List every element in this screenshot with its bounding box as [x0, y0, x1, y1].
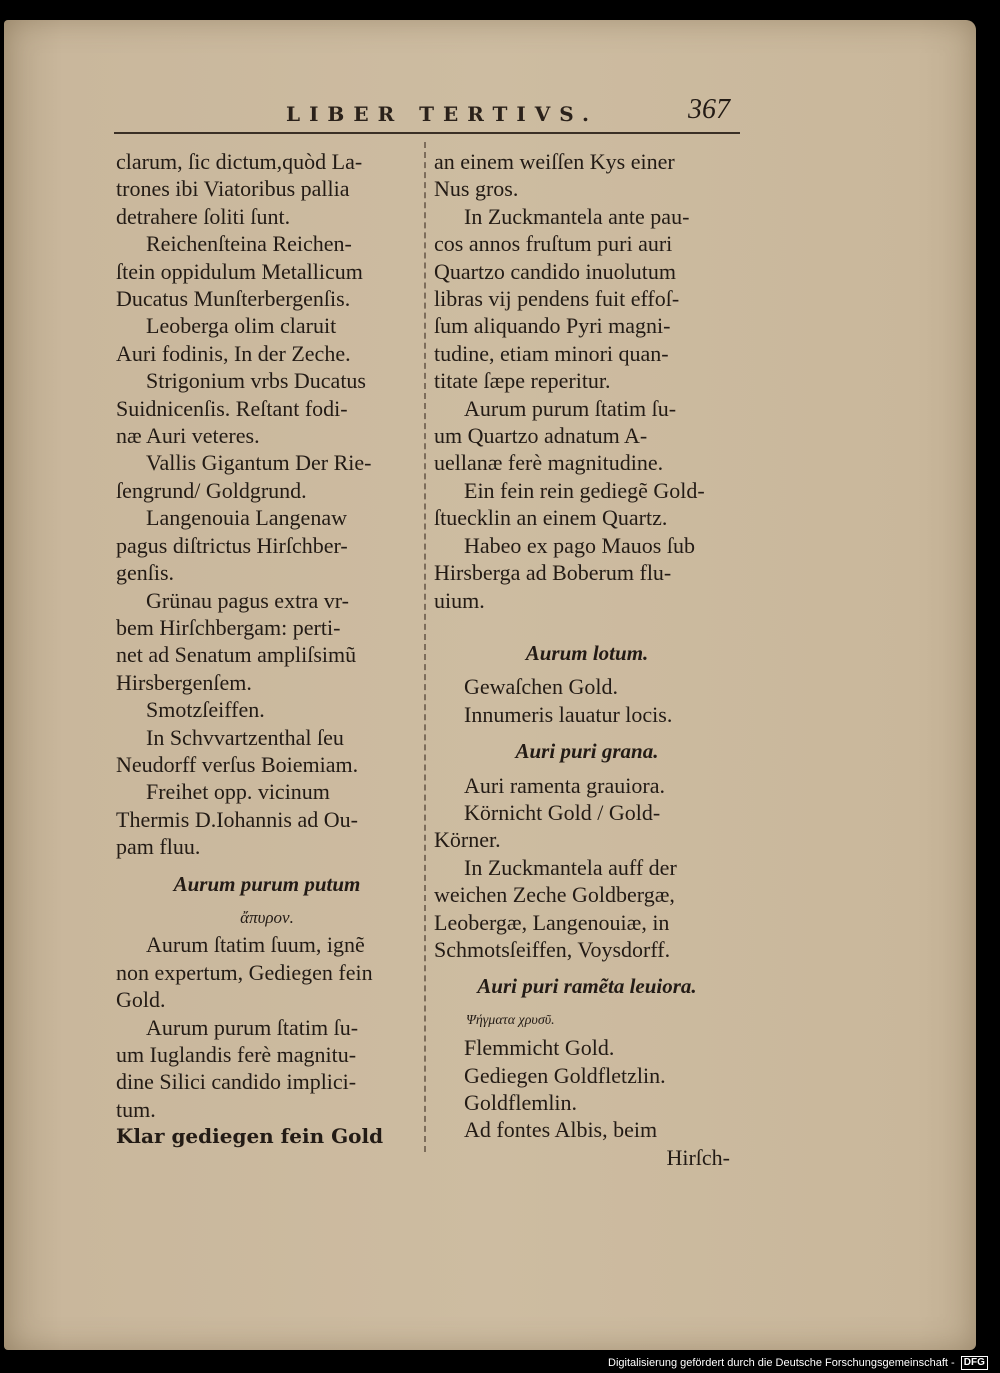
text-line: net ad Senatum ampliſsimũ	[116, 642, 357, 668]
column-divider	[424, 142, 426, 1152]
text-line: ſengrund/ Goldgrund.	[116, 477, 307, 503]
text-line: In Zuckmantela auff der	[464, 854, 677, 880]
text-line: non expertum, Gediegen fein	[116, 959, 373, 985]
text-line: Körner.	[434, 827, 501, 853]
text-line: Neudorff verſus Boiemiam.	[116, 751, 359, 777]
text-line: Goldflemlin.	[464, 1090, 578, 1115]
credit-text: Digitalisierung gefördert durch die Deutsche Forschungsgemeinschaft -	[608, 1357, 955, 1369]
text-line: Leobergæ, Langenouiæ, in	[434, 909, 670, 935]
text-line: Flemmicht Gold.	[464, 1035, 615, 1061]
text-line: Vallis Gigantum Der Rie-	[146, 450, 372, 476]
text-line: Hirsberga ad Boberum flu-	[434, 560, 672, 586]
text-line: um Quartzo adnatum A-	[434, 423, 648, 449]
text-line: Körnicht Gold / Gold-	[464, 799, 661, 825]
text-line: Hirsbergenſem.	[116, 669, 252, 695]
text-line: uium.	[434, 587, 485, 613]
text-line: Smotzſeiffen.	[146, 697, 265, 723]
catchword: Hirſch-	[666, 1144, 730, 1170]
greek-term: Ψήγματα χρυσῦ.	[466, 1012, 555, 1028]
text-line: an einem weiſſen Kys einer	[434, 149, 675, 174]
text-line: Thermis D.Iohannis ad Ou-	[116, 806, 358, 832]
text-line: Langenouia Langenaw	[146, 505, 347, 531]
text-line: weichen Zeche Goldbergæ,	[434, 882, 675, 908]
text-line: Aurum purum ſtatim ſu-	[146, 1014, 359, 1040]
text-line: genſis.	[116, 560, 175, 586]
left-column	[116, 148, 418, 1151]
text-line: Freihet opp. vicinum	[146, 779, 330, 805]
text-line: Suidnicenſis. Reſtant fodi-	[116, 395, 348, 421]
text-line: trones ibi Viatoribus pallia	[116, 176, 350, 202]
text-line: libras vij pendens fuit effoſ-	[434, 286, 680, 312]
text-line: ſtein oppidulum Metallicum	[116, 258, 363, 284]
running-head	[4, 94, 976, 134]
text-line: detrahere ſoliti ſunt.	[116, 203, 291, 229]
text-line: pagus diſtrictus Hirſchber-	[116, 532, 348, 558]
text-line: um Iuglandis ferè magnitu-	[116, 1042, 357, 1067]
text-line: Auri ramenta grauiora.	[464, 772, 665, 798]
text-line: Aurum ſtatim ſuum, ignẽ	[146, 932, 365, 958]
text-line: Klar gediegen fein Gold	[116, 1124, 384, 1149]
text-line: In Schvvartzenthal ſeu	[146, 724, 344, 750]
text-line: titate ſæpe reperitur.	[434, 368, 611, 394]
text-line: Ad fontes Albis, beim	[464, 1117, 658, 1143]
text-line: Aurum purum ſtatim ſu-	[464, 395, 677, 421]
greek-term: ἄπυρον.	[240, 907, 294, 927]
text-line: pam fluu.	[116, 834, 201, 860]
text-line: bem Hirſchbergam: perti-	[116, 614, 341, 640]
text-line: tudine, etiam minori quan-	[434, 340, 669, 366]
text-line: uellanæ ferè magnitudine.	[434, 450, 664, 476]
text-line: Schmotsſeiffen, Voysdorff.	[434, 936, 671, 962]
page-number: 367	[688, 94, 730, 125]
text-line: Gold.	[116, 987, 166, 1013]
dfg-logo: DFG	[961, 1356, 988, 1370]
text-line: Reichenſteina Reichen-	[146, 231, 352, 257]
text-line: Ein fein rein gediegẽ Gold-	[464, 477, 705, 503]
text-line: Auri fodinis, In der Zeche.	[116, 340, 351, 366]
digitization-credit	[600, 1353, 1000, 1373]
text-line: Nus gros.	[434, 176, 519, 202]
right-column	[434, 148, 740, 1171]
text-line: Leoberga olim claruit	[146, 313, 337, 339]
text-line: Habeo ex pago Mauos ſub	[464, 532, 695, 558]
text-line: cos annos fruſtum puri auri	[434, 231, 673, 257]
text-line: clarum, ſic dictum,quòd La-	[116, 149, 363, 174]
header-rule	[114, 132, 740, 134]
text-line: Ducatus Munſterbergenſis.	[116, 286, 351, 312]
text-line: Strigonium vrbs Ducatus	[146, 368, 366, 394]
section-heading: Aurum lotum.	[525, 640, 649, 665]
text-line: Grünau pagus extra vr-	[146, 587, 349, 613]
text-line: Quartzo candido inuolutum	[434, 258, 676, 284]
text-line: ſtuecklin an einem Quartz.	[434, 505, 668, 531]
text-line: dine Silici candido implici-	[116, 1069, 357, 1095]
text-line: Innumeris lauatur locis.	[464, 701, 673, 727]
text-line: In Zuckmantela ante pau-	[464, 203, 690, 229]
text-line: Gediegen Goldfletzlin.	[464, 1062, 666, 1088]
section-heading: Aurum purum putum	[173, 871, 361, 896]
section-heading: Auri puri grana.	[515, 739, 659, 764]
text-line: ſum aliquando Pyri magni-	[434, 313, 671, 339]
section-heading: Auri puri ramẽta leuiora.	[477, 974, 697, 999]
text-line: næ Auri veteres.	[116, 423, 260, 449]
text-line: Gewaſchen Gold.	[464, 674, 618, 700]
book-page	[4, 20, 976, 1350]
running-title: LIBER TERTIVS.	[286, 102, 598, 126]
text-line: tum.	[116, 1096, 156, 1122]
